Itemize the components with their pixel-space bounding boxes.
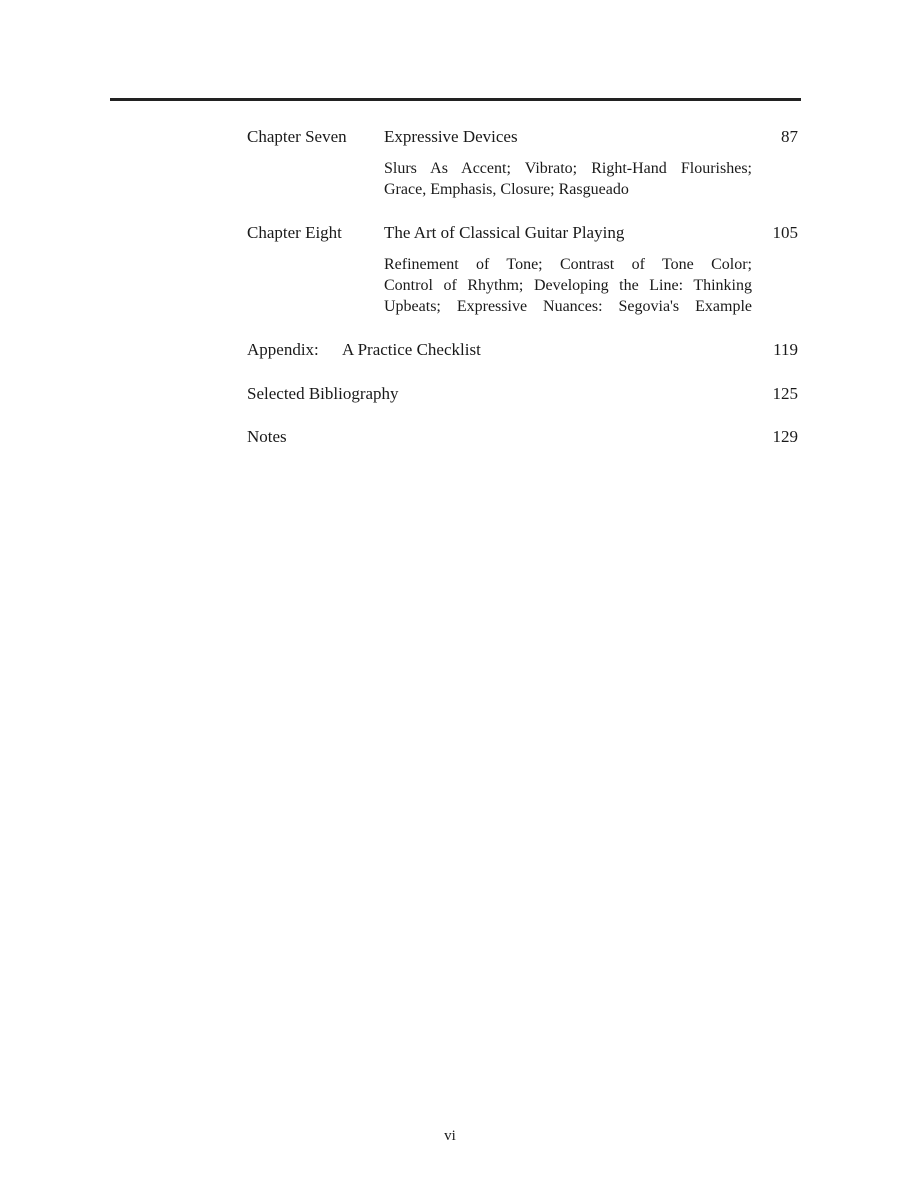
subtopic-line: Upbeats; Expressive Nuances: Segovia's Example <box>384 298 752 315</box>
header-rule <box>110 98 801 101</box>
toc-entry-page: 87 <box>781 127 798 146</box>
toc-entry-page: 105 <box>772 223 798 242</box>
subtopic-line: Grace, Emphasis, Closure; Rasgueado <box>384 181 629 198</box>
toc-entry-title: A Practice Checklist <box>342 340 481 359</box>
toc-entry-label: Notes <box>247 427 287 446</box>
subtopic-line: Refinement of Tone; Contrast of Tone Color; <box>384 256 752 273</box>
subtopic-line: Slurs As Accent; Vibrato; Right-Hand Flourishes; <box>384 160 752 177</box>
toc-entry-page: 119 <box>773 340 798 359</box>
toc-entry-title: Expressive Devices <box>384 127 518 146</box>
subtopic-line: Control of Rhythm; Developing the Line: Thinking <box>384 277 752 294</box>
toc-entry-label: Selected Bibliography <box>247 384 399 403</box>
toc-entry-label: Chapter Seven <box>247 127 347 146</box>
toc-entry-title: The Art of Classical Guitar Playing <box>384 223 625 242</box>
toc-entry-label: Appendix: <box>247 340 319 359</box>
toc-entry-page: 129 <box>772 427 798 446</box>
toc-entry-label: Chapter Eight <box>247 223 342 242</box>
toc-entry-subtopics <box>384 254 752 317</box>
page-number: vi <box>444 1128 456 1144</box>
toc-entry-subtopics <box>384 158 752 200</box>
toc-entry-page: 125 <box>772 384 798 403</box>
